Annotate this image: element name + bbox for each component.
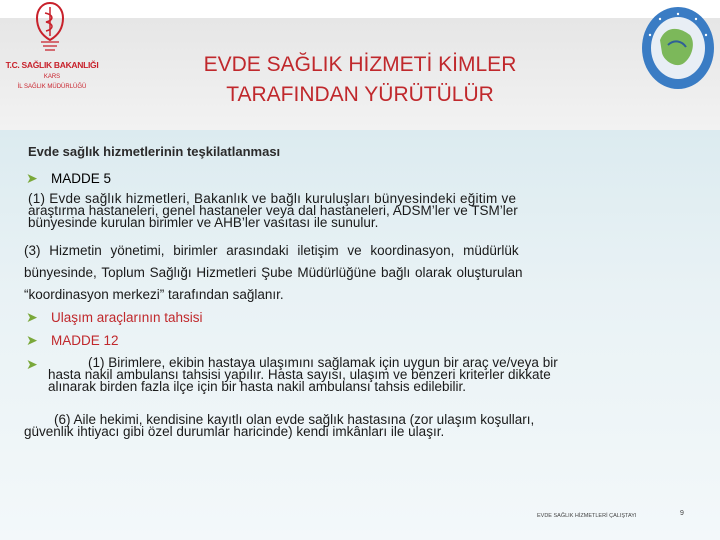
title-line-1: EVDE SAĞLIK HİZMETİ KİMLER [203,53,517,76]
article-label: MADDE 12 [51,333,119,348]
paragraph-3-line-1: (3) Hizmetin yönetimi, birimler arasındaki iletişim ve koordinasyon, müdürlük [24,243,519,258]
footer-event-name: EVDE SAĞLIK HİZMETLERİ ÇALIŞTAYI [537,513,637,519]
ministry-seal-icon [33,2,67,56]
paragraph-3-line-2: bünyesinde, Toplum Sağlığı Hizmetleri Şube Müdürlüğüne bağlı olarak oluşturulan [24,265,523,280]
paragraph-3-line-3: “koordinasyon merkezi” tarafından sağlanır. [24,287,284,302]
arrow-bullet-icon: ➤ [26,170,38,186]
paragraph-6-line-2: güvenlik ihtiyacı gibi özel durumlar haricinde) kendi imkânları ile ulaşır. [24,424,445,439]
ministry-logo [4,2,100,102]
transport-heading: Ulaşım araçlarının tahsisi [51,310,203,325]
paragraph-12-line-3: alınarak birden fazla ilçe için bir hasta nakil ambulansı tahsis edilebilir. [48,379,466,394]
org-name: T.C. SAĞLIK BAKANLIĞI [5,60,99,70]
paragraph-1-line-2: araştırma hastaneleri, genel hastaneler veya dal hastaneleri, ADSM’ler ve TSM’ler [28,203,518,218]
association-emblem-icon [640,5,716,91]
arrow-bullet-icon: ➤ [26,356,38,372]
paragraph-12-line-1: (1) Birimlere, ekibin hastaya ulaşımını sağlamak için uygun bir araç ve/veya bir [88,355,558,370]
paragraph-1-line-3: bünyesinde kurulan birimler ve AHB’ler vasıtası ile sunulur. [28,215,379,230]
bullet-madde-5 [26,170,111,188]
section-subheading: Evde sağlık hizmetlerinin teşkilatlanması [28,144,281,159]
page-number: 9 [680,510,684,517]
paragraph-1-line-1: (1) Evde sağlık hizmetleri, Bakanlık ve bağlı kuruluşları bünyesindeki eğitim ve [28,191,517,206]
slide-title [150,50,570,110]
bullet-madde-12 [26,332,119,350]
paragraph-6-line-1: (6) Aile hekimi, kendisine kayıtlı olan evde sağlık hastasına (zor ulaşım koşulları, [54,412,535,427]
org-city: KARS [43,74,61,80]
arrow-bullet-icon: ➤ [26,332,38,348]
bullet-transport-heading [26,309,203,327]
org-directorate: İL SAĞLIK MÜDÜRLÜĞÜ [17,84,87,90]
article-label: MADDE 5 [51,171,112,186]
arrow-bullet-icon: ➤ [26,309,38,325]
paragraph-12-line-2: hasta nakil ambulansı tahsisi yapılır. Hasta sayısı, ulaşım ve benzeri kriterler dikkate [48,367,551,382]
title-line-2: TARAFINDAN YÜRÜTÜLÜR [226,83,494,106]
